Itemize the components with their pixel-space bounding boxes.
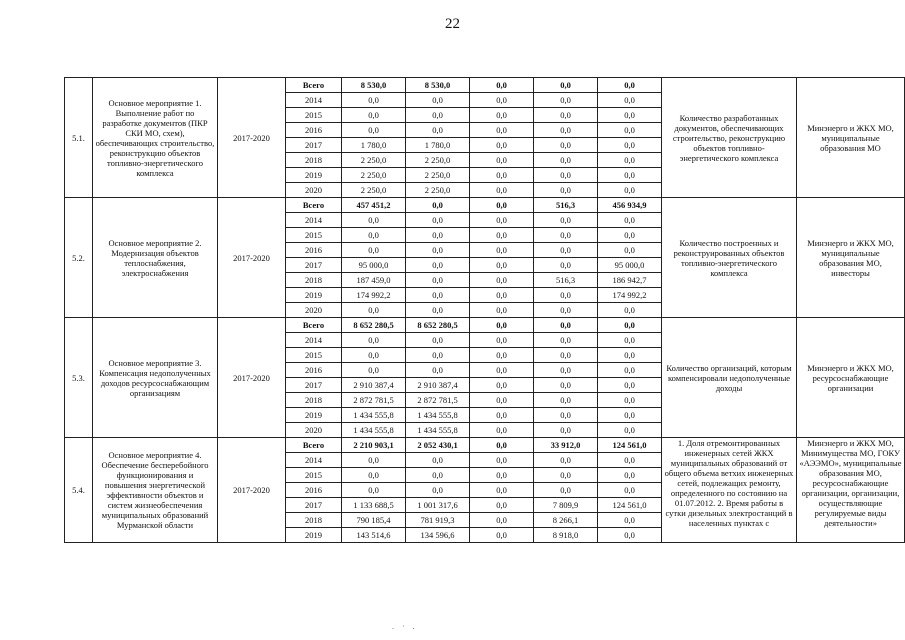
funding-cell-1: 0,0 (342, 123, 406, 138)
funding-cell-1: 0,0 (342, 108, 406, 123)
funding-cell-3: 0,0 (470, 423, 534, 438)
funding-cell-5: 0,0 (598, 408, 662, 423)
funding-cell-5: 0,0 (598, 138, 662, 153)
funding-cell-2: 2 910 387,4 (406, 378, 470, 393)
funding-cell-3: 0,0 (470, 303, 534, 318)
funding-cell-5: 0,0 (598, 363, 662, 378)
year-label: 2015 (286, 228, 342, 243)
funding-cell-2: 0,0 (406, 333, 470, 348)
table-body (65, 78, 905, 543)
funding-cell-3: 0,0 (470, 318, 534, 333)
funding-cell-3: 0,0 (470, 78, 534, 93)
year-label: 2017 (286, 378, 342, 393)
funding-cell-5: 0,0 (598, 423, 662, 438)
funding-cell-3: 0,0 (470, 333, 534, 348)
scan-artifact: . · . (392, 622, 418, 631)
funding-cell-5: 0,0 (598, 333, 662, 348)
funding-cell-3: 0,0 (470, 123, 534, 138)
funding-cell-2: 0,0 (406, 363, 470, 378)
funding-cell-1: 0,0 (342, 333, 406, 348)
funding-cell-3: 0,0 (470, 273, 534, 288)
year-label: 2019 (286, 528, 342, 543)
funding-cell-4: 0,0 (534, 258, 598, 273)
year-label: 2020 (286, 183, 342, 198)
result-indicator: 1. Доля отремонтированных инженерных сетей ЖКХ муниципальных образований от общего объема ветхих инженерных сетей, подлежащих ремонту, определенного по состоянию на 01.07.2012. 2. Время работы в сутки дизельных электростанций в населенных пунктах с (662, 438, 797, 543)
year-label: 2017 (286, 138, 342, 153)
funding-cell-3: 0,0 (470, 183, 534, 198)
funding-cell-3: 0,0 (470, 453, 534, 468)
executors: Минэнерго и ЖКХ МО, муниципальные образования МО (797, 78, 905, 198)
funding-cell-1: 0,0 (342, 303, 406, 318)
funding-cell-2: 0,0 (406, 288, 470, 303)
funding-cell-1: 0,0 (342, 468, 406, 483)
funding-cell-2: 781 919,3 (406, 513, 470, 528)
funding-cell-3: 0,0 (470, 288, 534, 303)
year-label: 2016 (286, 363, 342, 378)
funding-cell-3: 0,0 (470, 213, 534, 228)
funding-cell-2: 0,0 (406, 348, 470, 363)
funding-cell-1: 0,0 (342, 243, 406, 258)
year-label: 2017 (286, 498, 342, 513)
funding-cell-5: 0,0 (598, 243, 662, 258)
funding-cell-2: 0,0 (406, 213, 470, 228)
year-label: 2019 (286, 408, 342, 423)
section-code: 5.4. (65, 438, 93, 543)
funding-cell-5: 0,0 (598, 303, 662, 318)
funding-cell-4: 0,0 (534, 408, 598, 423)
funding-cell-1: 1 434 555,8 (342, 408, 406, 423)
funding-cell-3: 0,0 (470, 258, 534, 273)
funding-cell-4: 0,0 (534, 378, 598, 393)
funding-cell-5: 124 561,0 (598, 438, 662, 453)
funding-cell-4: 8 266,1 (534, 513, 598, 528)
funding-cell-5: 0,0 (598, 213, 662, 228)
event-description: Основное мероприятие 3. Компенсация недополученных доходов ресурсоснабжающим организациям (93, 318, 218, 438)
funding-cell-4: 0,0 (534, 363, 598, 378)
event-description: Основное мероприятие 4. Обеспечение бесперебойного функционирования и повышения энергетической эффективности объектов и систем жизнеобеспечения муниципальных образований Мурманской области (93, 438, 218, 543)
funding-cell-5: 95 000,0 (598, 258, 662, 273)
funding-cell-4: 0,0 (534, 183, 598, 198)
funding-cell-1: 8 652 280,5 (342, 318, 406, 333)
year-label: 2014 (286, 213, 342, 228)
funding-cell-5: 0,0 (598, 123, 662, 138)
funding-cell-4: 0,0 (534, 123, 598, 138)
executors: Минэнерго и ЖКХ МО, Минимущества МО, ГОКУ «АЭЭМО», муниципальные образования МО, ресурсоснабжающие организации, организации, осуществляющие регулируемые виды деятельности» (797, 438, 905, 543)
funding-cell-4: 7 809,9 (534, 498, 598, 513)
funding-cell-2: 134 596,6 (406, 528, 470, 543)
table-row (65, 438, 905, 453)
funding-cell-3: 0,0 (470, 438, 534, 453)
result-indicator: Количество разработанных документов, обеспечивающих строительство, реконструкцию объектов топливно-энергетического комплекса (662, 78, 797, 198)
funding-cell-1: 457 451,2 (342, 198, 406, 213)
funding-cell-2: 0,0 (406, 303, 470, 318)
funding-cell-5: 0,0 (598, 513, 662, 528)
year-label: 2016 (286, 123, 342, 138)
event-description: Основное мероприятие 1. Выполнение работ по разработке документов (ПКР СКИ МО, схем), обеспечивающих строительство, реконструкцию объектов топливно-энергетического комплекса (93, 78, 218, 198)
funding-cell-3: 0,0 (470, 153, 534, 168)
table-row (65, 318, 905, 333)
funding-cell-2: 0,0 (406, 123, 470, 138)
funding-cell-3: 0,0 (470, 528, 534, 543)
funding-cell-2: 1 434 555,8 (406, 408, 470, 423)
funding-cell-1: 2 910 387,4 (342, 378, 406, 393)
funding-cell-2: 0,0 (406, 228, 470, 243)
funding-cell-1: 790 185,4 (342, 513, 406, 528)
year-label: 2018 (286, 273, 342, 288)
funding-cell-1: 2 250,0 (342, 153, 406, 168)
funding-cell-3: 0,0 (470, 93, 534, 108)
funding-cell-5: 456 934,9 (598, 198, 662, 213)
funding-cell-2: 1 434 555,8 (406, 423, 470, 438)
year-label: 2014 (286, 453, 342, 468)
funding-cell-5: 0,0 (598, 378, 662, 393)
table-row (65, 198, 905, 213)
year-label: 2018 (286, 513, 342, 528)
funding-cell-2: 0,0 (406, 108, 470, 123)
funding-cell-4: 0,0 (534, 78, 598, 93)
funding-cell-3: 0,0 (470, 468, 534, 483)
funding-cell-1: 0,0 (342, 213, 406, 228)
funding-cell-2: 1 001 317,6 (406, 498, 470, 513)
funding-cell-1: 95 000,0 (342, 258, 406, 273)
total-label: Всего (286, 438, 342, 453)
funding-cell-3: 0,0 (470, 228, 534, 243)
funding-cell-4: 0,0 (534, 348, 598, 363)
funding-cell-4: 0,0 (534, 213, 598, 228)
funding-cell-4: 0,0 (534, 108, 598, 123)
funding-cell-4: 0,0 (534, 93, 598, 108)
program-table (64, 77, 905, 543)
funding-cell-1: 0,0 (342, 363, 406, 378)
funding-cell-3: 0,0 (470, 408, 534, 423)
year-label: 2016 (286, 483, 342, 498)
year-label: 2014 (286, 333, 342, 348)
funding-cell-5: 0,0 (598, 78, 662, 93)
funding-cell-2: 0,0 (406, 273, 470, 288)
funding-cell-5: 124 561,0 (598, 498, 662, 513)
funding-cell-2: 2 250,0 (406, 168, 470, 183)
funding-cell-3: 0,0 (470, 498, 534, 513)
year-label: 2015 (286, 348, 342, 363)
year-label: 2016 (286, 243, 342, 258)
funding-cell-4: 0,0 (534, 228, 598, 243)
year-label: 2017 (286, 258, 342, 273)
funding-cell-5: 0,0 (598, 168, 662, 183)
funding-cell-2: 0,0 (406, 93, 470, 108)
funding-cell-4: 0,0 (534, 318, 598, 333)
funding-cell-1: 1 434 555,8 (342, 423, 406, 438)
page-number: 22 (445, 16, 460, 32)
year-label: 2018 (286, 153, 342, 168)
funding-cell-1: 0,0 (342, 348, 406, 363)
funding-cell-2: 0,0 (406, 468, 470, 483)
funding-cell-1: 0,0 (342, 93, 406, 108)
funding-cell-5: 0,0 (598, 453, 662, 468)
section-code: 5.3. (65, 318, 93, 438)
funding-cell-4: 0,0 (534, 453, 598, 468)
funding-cell-4: 0,0 (534, 153, 598, 168)
year-label: 2015 (286, 108, 342, 123)
funding-cell-1: 1 133 688,5 (342, 498, 406, 513)
section-code: 5.1. (65, 78, 93, 198)
funding-cell-1: 2 210 903,1 (342, 438, 406, 453)
executors: Минэнерго и ЖКХ МО, ресурсоснабжающие организации (797, 318, 905, 438)
funding-cell-3: 0,0 (470, 513, 534, 528)
funding-cell-4: 0,0 (534, 303, 598, 318)
funding-cell-1: 2 250,0 (342, 183, 406, 198)
event-description: Основное мероприятие 2. Модернизация объектов теплоснабжения, электроснабжения (93, 198, 218, 318)
funding-cell-5: 174 992,2 (598, 288, 662, 303)
funding-cell-2: 8 652 280,5 (406, 318, 470, 333)
funding-cell-2: 0,0 (406, 483, 470, 498)
funding-cell-4: 0,0 (534, 288, 598, 303)
funding-cell-3: 0,0 (470, 393, 534, 408)
result-indicator: Количество организаций, которым компенсировали недополученные доходы (662, 318, 797, 438)
funding-cell-3: 0,0 (470, 483, 534, 498)
implementation-period: 2017-2020 (218, 198, 286, 318)
result-indicator: Количество построенных и реконструированных объектов топливно-энергетического комплекса (662, 198, 797, 318)
funding-cell-3: 0,0 (470, 243, 534, 258)
year-label: 2019 (286, 288, 342, 303)
funding-cell-3: 0,0 (470, 378, 534, 393)
funding-cell-5: 0,0 (598, 528, 662, 543)
funding-cell-2: 2 250,0 (406, 183, 470, 198)
total-label: Всего (286, 318, 342, 333)
section-code: 5.2. (65, 198, 93, 318)
funding-cell-1: 187 459,0 (342, 273, 406, 288)
total-label: Всего (286, 78, 342, 93)
funding-cell-2: 0,0 (406, 453, 470, 468)
funding-cell-4: 0,0 (534, 138, 598, 153)
implementation-period: 2017-2020 (218, 318, 286, 438)
funding-cell-2: 8 530,0 (406, 78, 470, 93)
funding-cell-3: 0,0 (470, 168, 534, 183)
funding-cell-3: 0,0 (470, 138, 534, 153)
funding-cell-1: 2 872 781,5 (342, 393, 406, 408)
funding-cell-5: 0,0 (598, 183, 662, 198)
funding-cell-3: 0,0 (470, 348, 534, 363)
funding-cell-4: 0,0 (534, 168, 598, 183)
funding-cell-2: 2 250,0 (406, 153, 470, 168)
funding-cell-4: 0,0 (534, 243, 598, 258)
funding-cell-2: 0,0 (406, 243, 470, 258)
funding-cell-5: 0,0 (598, 348, 662, 363)
executors: Минэнерго и ЖКХ МО, муниципальные образования МО, инвесторы (797, 198, 905, 318)
funding-cell-2: 0,0 (406, 198, 470, 213)
year-label: 2018 (286, 393, 342, 408)
funding-cell-5: 0,0 (598, 228, 662, 243)
year-label: 2020 (286, 303, 342, 318)
funding-cell-3: 0,0 (470, 108, 534, 123)
funding-cell-1: 0,0 (342, 483, 406, 498)
total-label: Всего (286, 198, 342, 213)
funding-cell-2: 0,0 (406, 258, 470, 273)
year-label: 2015 (286, 468, 342, 483)
year-label: 2019 (286, 168, 342, 183)
funding-cell-1: 0,0 (342, 453, 406, 468)
funding-cell-5: 0,0 (598, 153, 662, 168)
funding-cell-1: 2 250,0 (342, 168, 406, 183)
funding-cell-4: 0,0 (534, 393, 598, 408)
year-label: 2020 (286, 423, 342, 438)
funding-cell-3: 0,0 (470, 198, 534, 213)
funding-cell-5: 0,0 (598, 393, 662, 408)
funding-cell-2: 2 872 781,5 (406, 393, 470, 408)
funding-cell-1: 143 514,6 (342, 528, 406, 543)
funding-cell-4: 0,0 (534, 423, 598, 438)
table-row (65, 78, 905, 93)
implementation-period: 2017-2020 (218, 438, 286, 543)
funding-cell-2: 2 052 430,1 (406, 438, 470, 453)
funding-cell-5: 0,0 (598, 108, 662, 123)
funding-cell-1: 8 530,0 (342, 78, 406, 93)
funding-cell-4: 8 918,0 (534, 528, 598, 543)
year-label: 2014 (286, 93, 342, 108)
funding-cell-4: 516,3 (534, 198, 598, 213)
funding-cell-1: 174 992,2 (342, 288, 406, 303)
funding-cell-4: 0,0 (534, 333, 598, 348)
funding-cell-1: 0,0 (342, 228, 406, 243)
funding-cell-1: 1 780,0 (342, 138, 406, 153)
funding-cell-4: 516,3 (534, 273, 598, 288)
funding-cell-5: 0,0 (598, 468, 662, 483)
funding-cell-5: 0,0 (598, 483, 662, 498)
funding-cell-2: 1 780,0 (406, 138, 470, 153)
funding-cell-4: 0,0 (534, 468, 598, 483)
funding-cell-3: 0,0 (470, 363, 534, 378)
funding-cell-4: 0,0 (534, 483, 598, 498)
funding-cell-4: 33 912,0 (534, 438, 598, 453)
funding-cell-5: 0,0 (598, 93, 662, 108)
funding-cell-5: 186 942,7 (598, 273, 662, 288)
implementation-period: 2017-2020 (218, 78, 286, 198)
funding-cell-5: 0,0 (598, 318, 662, 333)
